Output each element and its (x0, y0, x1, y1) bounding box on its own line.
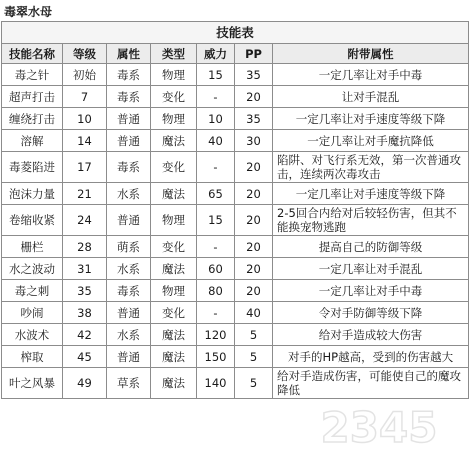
skill-pp: 40 (235, 302, 273, 324)
skill-pp: 20 (235, 205, 273, 236)
skill-type: 魔法 (151, 368, 197, 399)
skill-name: 毒之刺 (2, 280, 63, 302)
header-power: 威力 (197, 44, 235, 64)
skill-type: 魔法 (151, 258, 197, 280)
watermark-text: 2345 (320, 403, 438, 452)
table-row (2, 236, 469, 258)
skill-type: 变化 (151, 236, 197, 258)
skill-pp: 30 (235, 130, 273, 152)
skill-level: 14 (63, 130, 107, 152)
skill-attr: 普通 (107, 205, 151, 236)
table-row (2, 183, 469, 205)
table-row (2, 64, 469, 86)
skill-power: 15 (197, 64, 235, 86)
header-type: 类型 (151, 44, 197, 64)
skill-effect: 让对手混乱 (273, 86, 469, 108)
skill-name: 缠绕打击 (2, 108, 63, 130)
skill-power: 65 (197, 183, 235, 205)
skill-type: 魔法 (151, 324, 197, 346)
header-level: 等级 (63, 44, 107, 64)
skill-power: - (197, 236, 235, 258)
skill-effect: 给对手造成伤害，可能使自己的魔攻降低 (273, 368, 469, 399)
skill-effect: 一定几率让对手中毒 (273, 64, 469, 86)
skill-level: 42 (63, 324, 107, 346)
skill-attr: 普通 (107, 108, 151, 130)
skill-power: - (197, 86, 235, 108)
skill-level: 10 (63, 108, 107, 130)
skill-type: 物理 (151, 280, 197, 302)
skill-attr: 萌系 (107, 236, 151, 258)
skill-level: 31 (63, 258, 107, 280)
skill-attr: 普通 (107, 346, 151, 368)
header-attribute: 属性 (107, 44, 151, 64)
skill-type: 魔法 (151, 346, 197, 368)
skill-name: 水之波动 (2, 258, 63, 280)
skill-table (1, 21, 469, 399)
skill-level: 35 (63, 280, 107, 302)
skill-power: 60 (197, 258, 235, 280)
site-watermark-logo (294, 402, 464, 452)
skill-name: 栅栏 (2, 236, 63, 258)
table-row (2, 258, 469, 280)
skill-name: 泡沫力量 (2, 183, 63, 205)
skill-pp: 35 (235, 64, 273, 86)
skill-power: 40 (197, 130, 235, 152)
skill-attr: 草系 (107, 368, 151, 399)
skill-level: 初始 (63, 64, 107, 86)
skill-effect: 一定几率让对手混乱 (273, 258, 469, 280)
skill-name: 卷缩收紧 (2, 205, 63, 236)
skill-pp: 5 (235, 368, 273, 399)
skill-name: 毒之针 (2, 64, 63, 86)
table-row (2, 152, 469, 183)
skill-effect: 一定几率让对手速度等级下降 (273, 183, 469, 205)
skill-effect: 一定几率让对手中毒 (273, 280, 469, 302)
skill-effect: 一定几率让对手魔抗降低 (273, 130, 469, 152)
table-row (2, 368, 469, 399)
table-row (2, 324, 469, 346)
table-row (2, 302, 469, 324)
skill-type: 魔法 (151, 130, 197, 152)
skill-name: 超声打击 (2, 86, 63, 108)
skill-name: 毒菱陷进 (2, 152, 63, 183)
skill-type: 变化 (151, 152, 197, 183)
skill-power: 10 (197, 108, 235, 130)
skill-type: 魔法 (151, 183, 197, 205)
skill-power: - (197, 302, 235, 324)
skill-type: 物理 (151, 205, 197, 236)
skill-effect: 陷阱、对飞行系无效，第一次普通攻击，连续两次毒攻击 (273, 152, 469, 183)
table-row (2, 205, 469, 236)
skill-attr: 普通 (107, 302, 151, 324)
skill-attr: 毒系 (107, 64, 151, 86)
page-title: 毒翠水母 (4, 5, 53, 19)
skill-level: 24 (63, 205, 107, 236)
skill-power: 140 (197, 368, 235, 399)
skill-power: 120 (197, 324, 235, 346)
skill-attr: 毒系 (107, 152, 151, 183)
skill-effect: 提高自己的防御等级 (273, 236, 469, 258)
skill-pp: 20 (235, 183, 273, 205)
table-row (2, 346, 469, 368)
header-pp: PP (235, 44, 273, 64)
skill-level: 17 (63, 152, 107, 183)
header-effect: 附带属性 (273, 44, 469, 64)
skill-attr: 水系 (107, 258, 151, 280)
table-row (2, 280, 469, 302)
skill-level: 45 (63, 346, 107, 368)
skill-type: 变化 (151, 86, 197, 108)
table-row (2, 108, 469, 130)
skill-pp: 20 (235, 280, 273, 302)
skill-name: 榨取 (2, 346, 63, 368)
skill-attr: 毒系 (107, 86, 151, 108)
skill-name: 叶之风暴 (2, 368, 63, 399)
skill-attr: 水系 (107, 183, 151, 205)
skill-pp: 5 (235, 346, 273, 368)
table-row (2, 86, 469, 108)
skill-type: 变化 (151, 302, 197, 324)
skill-type: 物理 (151, 64, 197, 86)
skill-pp: 5 (235, 324, 273, 346)
skill-pp: 20 (235, 236, 273, 258)
header-skill-name: 技能名称 (2, 44, 63, 64)
skill-effect: 令对手防御等级下降 (273, 302, 469, 324)
skill-power: 150 (197, 346, 235, 368)
skill-attr: 毒系 (107, 280, 151, 302)
table-caption: 技能表 (2, 22, 469, 44)
skill-power: 80 (197, 280, 235, 302)
header-row (2, 44, 469, 64)
skill-name: 吵闹 (2, 302, 63, 324)
skill-level: 49 (63, 368, 107, 399)
skill-level: 7 (63, 86, 107, 108)
skill-name: 水波术 (2, 324, 63, 346)
skill-name: 溶解 (2, 130, 63, 152)
skill-pp: 20 (235, 152, 273, 183)
skill-level: 28 (63, 236, 107, 258)
skill-type: 物理 (151, 108, 197, 130)
skill-pp: 20 (235, 258, 273, 280)
skill-attr: 水系 (107, 324, 151, 346)
skill-power: 15 (197, 205, 235, 236)
skill-effect: 一定几率让对手速度等级下降 (273, 108, 469, 130)
skill-effect: 给对手造成较大伤害 (273, 324, 469, 346)
skill-level: 21 (63, 183, 107, 205)
skill-pp: 20 (235, 86, 273, 108)
table-row (2, 130, 469, 152)
skill-power: - (197, 152, 235, 183)
skill-effect: 2-5回合内给对后较轻伤害，但其不能换宠物逃跑 (273, 205, 469, 236)
skill-attr: 普通 (107, 130, 151, 152)
skill-pp: 35 (235, 108, 273, 130)
skill-level: 38 (63, 302, 107, 324)
skill-effect: 对手的HP越高，受到的伤害越大 (273, 346, 469, 368)
